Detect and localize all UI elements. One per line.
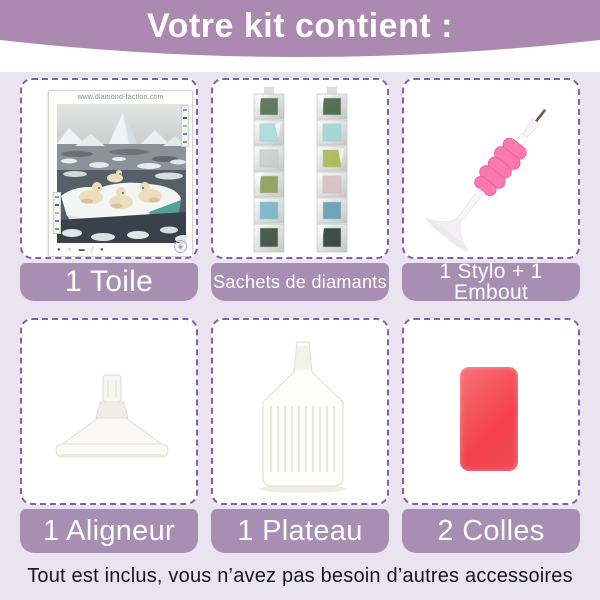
- color-chart-strip-right: [181, 105, 189, 147]
- canvas-image: [20, 78, 198, 259]
- diamond-bags-image: [211, 78, 389, 259]
- pen-image: [402, 78, 580, 259]
- aligner-graphic: [22, 320, 198, 505]
- card-plateau: [211, 318, 389, 553]
- diamond-bags-graphic: [213, 80, 389, 259]
- label-sachets: Sachets de diamants: [211, 263, 389, 301]
- canvas-footer-icons: ● ○ ▬ ⁄ ●: [57, 247, 107, 253]
- color-chart-strip-left: [53, 192, 61, 234]
- page-title: Votre kit contient :: [147, 7, 453, 45]
- aligner-image: [20, 318, 198, 505]
- pen-graphic: [404, 80, 580, 259]
- footer-note: Tout est inclus, vous n’avez pas besoin d’autres accessoires: [27, 565, 573, 587]
- tray-graphic: [213, 320, 389, 505]
- card-colles: [402, 318, 580, 553]
- card-stylo: [402, 78, 580, 304]
- card-aligneur: [20, 318, 198, 553]
- kit-items-grid: [0, 72, 600, 553]
- header-banner: [0, 0, 600, 72]
- polar-bear-scene: [57, 104, 186, 243]
- tray-image: [211, 318, 389, 505]
- brand-logo-icon: ◈: [174, 240, 187, 253]
- card-sachets: [211, 78, 389, 301]
- wax-glue-pad: [460, 367, 518, 471]
- label-colles: 2 Colles: [402, 509, 580, 553]
- label-toile: 1 Toile: [20, 263, 198, 301]
- canvas-frame: [48, 90, 193, 257]
- label-stylo: 1 Stylo + 1 Embout: [402, 263, 580, 301]
- label-aligneur: 1 Aligneur: [20, 509, 198, 553]
- glue-image: [402, 318, 580, 505]
- card-toile: [20, 78, 198, 301]
- canvas-url-text: www.diamond-faction.com: [77, 94, 164, 101]
- label-plateau: 1 Plateau: [211, 509, 389, 553]
